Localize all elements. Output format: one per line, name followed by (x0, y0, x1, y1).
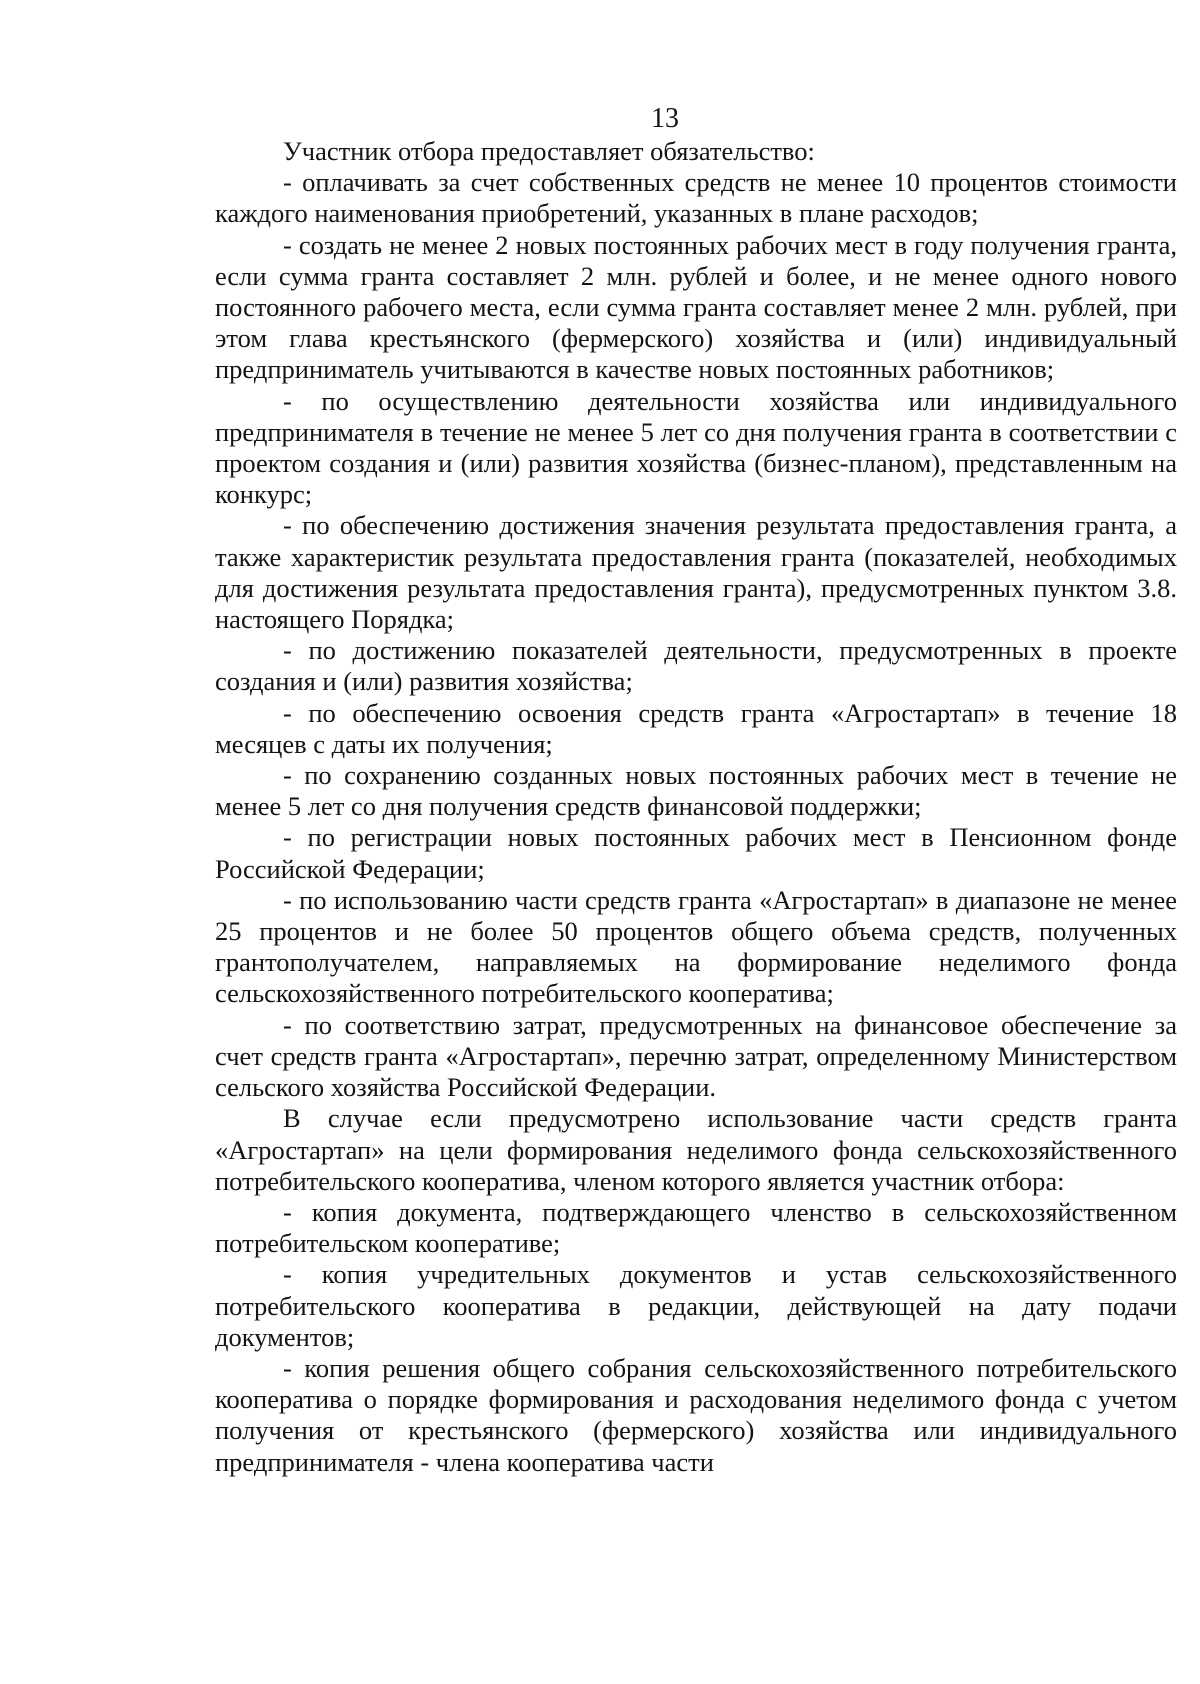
paragraph-obligation-job-retention: - по сохранению созданных новых постоянных рабочих мест в течение не менее 5 лет со дня получения средств финансовой поддержки; (215, 760, 1177, 822)
paragraph-obligation-spending: - по обеспечению освоения средств гранта «Агростартап» в течение 18 месяцев с даты их получения; (215, 697, 1177, 759)
paragraph-obligation-result: - по обеспечению достижения значения результата предоставления гранта, а также характеристик результата предоставления гранта (показателей, необходимых для достижения результата предоставления гранта), предусмотренных пунктом 3.8. настоящего Порядка; (215, 510, 1177, 635)
paragraph-intro: Участник отбора предоставляет обязательство: (283, 136, 815, 166)
paragraph-obligation-own-funds: - оплачивать за счет собственных средств не менее 10 процентов стоимости каждого наименования приобретений, указанных в плане расходов; (215, 167, 1177, 229)
paragraph-obligation-new-jobs: - создать не менее 2 новых постоянных рабочих мест в году получения гранта, если сумма гранта составляет 2 млн. рублей и более, и не менее одного нового постоянного рабочего места, если сумма гранта составляет менее 2 млн. рублей, при этом глава крестьянского (фермерского) хозяйства и (или) индивидуальный предприниматель учитываются в качестве новых постоянных работников; (215, 229, 1177, 385)
paragraph-cooperative-case: В случае если предусмотрено использование части средств гранта «Агростартап» на цели формирования неделимого фонда сельскохозяйственного потребительского кооператива, членом которого является участник отбора: (215, 1103, 1177, 1196)
document-body (215, 136, 1177, 1478)
paragraph-obligation-indicators: - по достижению показателей деятельности, предусмотренных в проекте создания и (или) развития хозяйства; (215, 635, 1177, 697)
paragraph-obligation-activity: - по осуществлению деятельности хозяйства или индивидуального предпринимателя в течение не менее 5 лет со дня получения гранта в соответствии с проектом создания и (или) развития хозяйства (бизнес-планом), представленным на конкурс; (215, 385, 1177, 510)
page-number: 13 (651, 103, 679, 134)
paragraph-obligation-costs: - по соответствию затрат, предусмотренных на финансовое обеспечение за счет средств гранта «Агростартап», перечню затрат, определенному Министерством сельского хозяйства Российской Федерации. (215, 1009, 1177, 1103)
paragraph-doc-membership: - копия документа, подтверждающего членство в сельскохозяйственном потребительском кооперативе; (215, 1196, 1177, 1259)
paragraph-obligation-registration: - по регистрации новых постоянных рабочих мест в Пенсионном фонде Российской Федерации; (215, 822, 1177, 884)
paragraph-obligation-indivisible-fund: - по использованию части средств гранта «Агростартап» в диапазоне не менее 25 процентов и не более 50 процентов общего объема средств, полученных грантополучателем, направляемых на формирование неделимого фонда сельскохозяйственного потребительского кооператива; (215, 884, 1177, 1009)
paragraph-doc-decision: - копия решения общего собрания сельскохозяйственного потребительского кооператива о порядке формирования и расходования неделимого фонда с учетом получения от крестьянского (фермерского) хозяйства или индивидуального предпринимателя - члена кооператива части (215, 1352, 1177, 1477)
paragraph-doc-charter: - копия учредительных документов и устав сельскохозяйственного потребительского кооператива в редакции, действующей на дату подачи документов; (215, 1259, 1177, 1352)
